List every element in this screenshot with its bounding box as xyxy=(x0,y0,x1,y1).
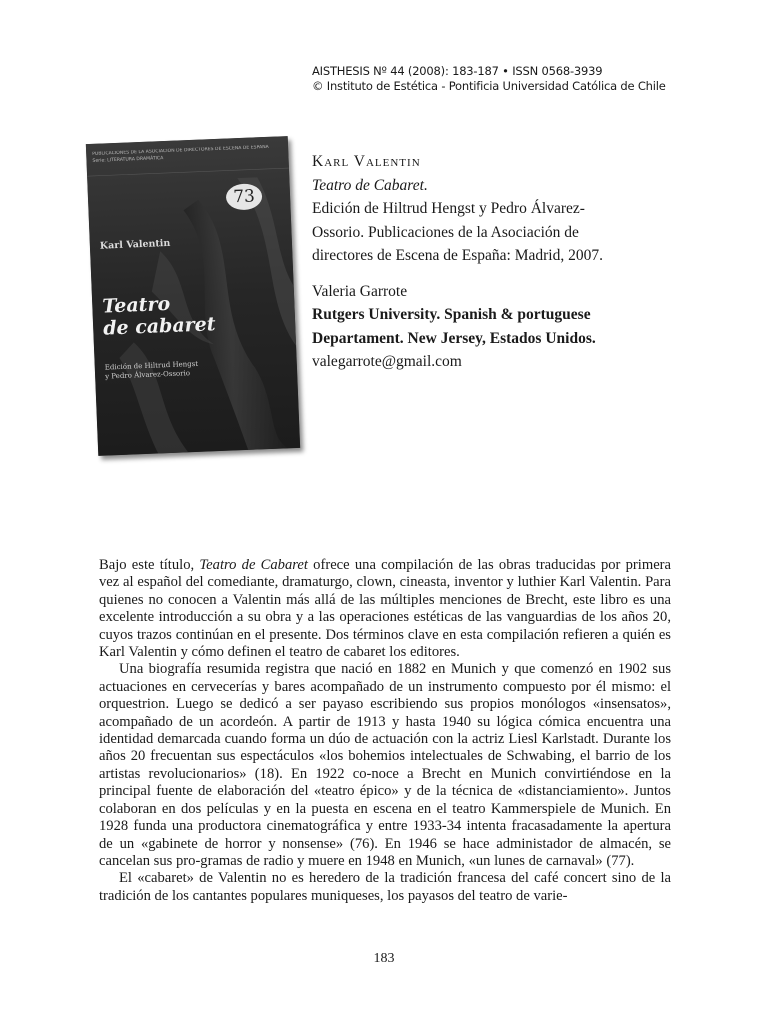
book-cover-image xyxy=(86,136,300,456)
reference-line: Ossorio. Publicaciones de la Asociación de xyxy=(312,223,579,241)
reference-line: Edición de Hiltrud Hengst y Pedro Álvarez- xyxy=(312,200,585,217)
copyright-line: © Instituto de Estética - Pontificia Universidad Católica de Chile xyxy=(312,79,666,93)
reviewer-affiliation: Rutgers University. Spanish & portuguese xyxy=(312,306,591,323)
journal-header xyxy=(312,64,666,94)
paragraph: Bajo este título, Teatro de Cabaret ofrece una compilación de las obras traducidas por primera vez al español del comediante, dramaturgo, clown, cineasta, inventor y luthier Karl Valentin. Para quienes no conocen a Valentin más allá de las múltiples menciones de Brecht, este libro es una excelente introducción a su obra y a las operaciones estéticas de las vanguardias de los años 20, cuyos trazos continúan en el presente. Dos términos clave en esta compilación refieren a quién es Karl Valentin y cómo definen el teatro de cabaret los editores. xyxy=(99,557,672,661)
reviewer-affiliation: Departament. New Jersey, Estados Unidos. xyxy=(312,329,596,347)
page-number: 183 xyxy=(373,951,395,966)
book-cover-author: Karl Valentin xyxy=(99,237,171,252)
book-reference xyxy=(312,150,603,374)
book-series-text: PUBLICACIONES DE LA ASOCIACIÓN DE DIRECTORES DE ESCENA DE ESPAÑA Serie: LITERATURA DRAMÁTICA xyxy=(92,144,269,164)
reference-line: directores de Escena de España: Madrid, 2007. xyxy=(312,247,603,264)
review-body xyxy=(99,557,671,905)
paragraph: El «cabaret» de Valentin no es heredero de la tradición francesa del café concert sino de la tradición de los cantantes populares muniqueses, los payasos del teatro de varie- xyxy=(99,870,671,904)
reviewed-title: Teatro de Cabaret. xyxy=(312,176,428,194)
paragraph: Una biografía resumida registra que nació en 1882 en Munich y que comenzó en 1902 sus actuaciones en cervecerías y bares acompañado de un instrumento compuesto por él mismo: el orquestrion. Luego se dedicó a ser payaso escribiendo sus propios monólogos «insensatos», acompañado de un acordeón. A partir de 1913 y hasta 1940 su lógica cómica encuentra una identidad demarcada cuando forma un dúo de actuación con la actriz Liesl Karlstadt. Durante los años 20 frecuentan sus espectáculos «los bohemios intelectuales de Schwabing, el barrio de los artistas revolucionarios» (18). En 1922 co-noce a Brecht en Munich convirtiéndose en la principal fuente de elaboración del «teatro épico» y de la técnica de «distanciamiento». Juntos colaboran en dos películas y en la puesta en escena en el teatro Kammerspiele de Munich. En 1928 funda una productora cinematográfica y entre 1933-34 intenta fracasadamente la apertura de un «gabinete de horror y nonsense» (76). En 1946 se hace administador de almacén, se cancelan sus pro-gramas de radio y muere en 1948 en Munich, «un lunes de carnaval» (77). xyxy=(99,661,671,869)
journal-citation: AISTHESIS Nº 44 (2008): 183-187 • ISSN 0568-3939 xyxy=(312,64,603,78)
reviewed-author: Karl Valentin xyxy=(312,153,421,170)
book-cover-edition: Edición de Hiltrud Hengst y Pedro Álvarez-Ossorio xyxy=(104,359,199,381)
book-number-badge: 73 xyxy=(226,183,263,210)
reviewer-name: Valeria Garrote xyxy=(312,282,408,300)
book-cover-title: Teatro de cabaret xyxy=(101,292,216,340)
reviewer-email: valegarrote@gmail.com xyxy=(312,353,462,370)
